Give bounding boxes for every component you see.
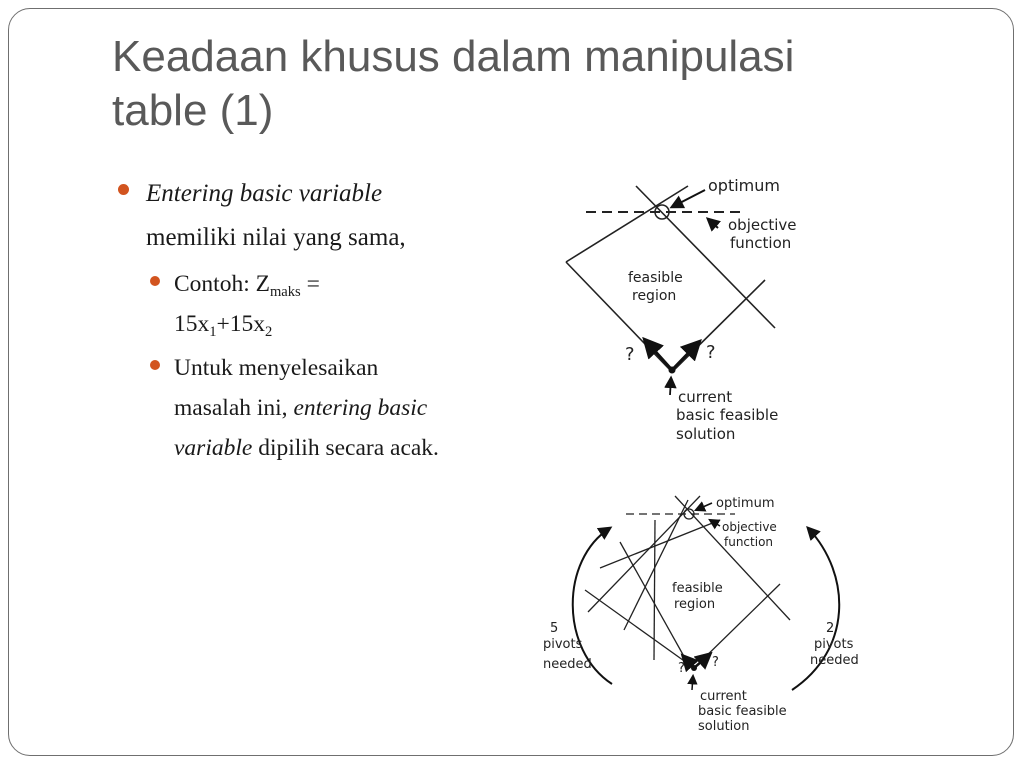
example-prefix: Contoh: Z (174, 271, 270, 297)
current-label-1: current (678, 388, 733, 406)
current-label-bottom-1: current (700, 689, 747, 704)
left-move-arrow (645, 340, 672, 370)
question-left: ? (625, 344, 635, 365)
optimum-label-bottom: optimum (716, 496, 775, 511)
solve-italic-2: variable (174, 435, 253, 461)
simplex-diagrams (540, 168, 870, 748)
question-left-bottom: ? (678, 661, 685, 676)
constraint-line-left-top (566, 186, 688, 262)
right-move-arrow-bottom (694, 654, 710, 668)
objective-label-2: function (730, 234, 792, 252)
diagram-bottom (543, 496, 859, 734)
constraint-line-b6 (654, 520, 655, 660)
objective-label-bottom-2: function (724, 535, 774, 549)
example-sub-1: 1 (209, 324, 217, 341)
example-sub-2: 2 (265, 324, 273, 341)
right-pivots-label: pivots (814, 637, 854, 652)
solve-italic-1: entering basic (293, 395, 428, 421)
diagram-top (566, 176, 797, 443)
same-value-text: memiliki nilai yang sama, (146, 224, 406, 251)
example-sub-maks: maks (269, 284, 301, 301)
optimum-pointer-bottom (696, 503, 712, 510)
feasible-label-bottom-2: region (674, 597, 716, 612)
objective-label-1: objective (728, 216, 797, 234)
current-label-bottom-2: basic feasible (698, 704, 787, 719)
current-label-bottom-3: solution (698, 719, 750, 734)
slide-title (112, 30, 932, 138)
bullet-list (118, 172, 518, 468)
question-right-bottom: ? (712, 655, 719, 670)
question-right: ? (706, 342, 716, 363)
bullet-solution (118, 348, 518, 468)
example-equals: = (300, 271, 320, 297)
entering-basic-variable-text: Entering basic variable (146, 180, 383, 207)
bullet-dot (150, 276, 160, 286)
left-pivot-count: 5 (550, 621, 559, 636)
solve-text-1: Untuk menyelesaikan (174, 355, 379, 381)
constraint-line-right-bottom (672, 280, 765, 372)
objective-pointer (708, 219, 718, 228)
current-solution-point-bottom (691, 665, 697, 671)
current-solution-point (669, 367, 676, 374)
bullet-example (118, 264, 518, 344)
bullet-dot (118, 184, 129, 195)
left-pivots-label: pivots (543, 637, 583, 652)
feasible-label-2: region (632, 288, 677, 304)
right-needed-label: needed (810, 653, 859, 668)
feasible-label-bottom-1: feasible (672, 581, 723, 596)
solve-text-3: dipilih secara acak. (252, 435, 439, 461)
solve-text-2: masalah ini, (174, 395, 294, 421)
objective-label-bottom-1: objective (722, 520, 777, 534)
right-move-arrow (672, 342, 699, 370)
current-label-3: solution (676, 425, 736, 443)
current-pointer (670, 378, 671, 395)
current-label-2: basic feasible (676, 406, 779, 424)
left-needed-label: needed (543, 657, 592, 672)
optimum-label: optimum (708, 176, 780, 195)
bullet-main (118, 172, 518, 260)
current-pointer-bottom (692, 676, 693, 690)
bullet-dot (150, 360, 160, 370)
constraint-line-b8 (600, 520, 720, 568)
feasible-label-1: feasible (628, 270, 683, 286)
example-term-2: +15x (216, 311, 266, 337)
example-term-1: 15x (174, 311, 210, 337)
title-line-2: table (1) (112, 86, 274, 135)
title-line-1: Keadaan khusus dalam manipulasi (112, 32, 795, 81)
right-pivot-count: 2 (826, 621, 835, 636)
